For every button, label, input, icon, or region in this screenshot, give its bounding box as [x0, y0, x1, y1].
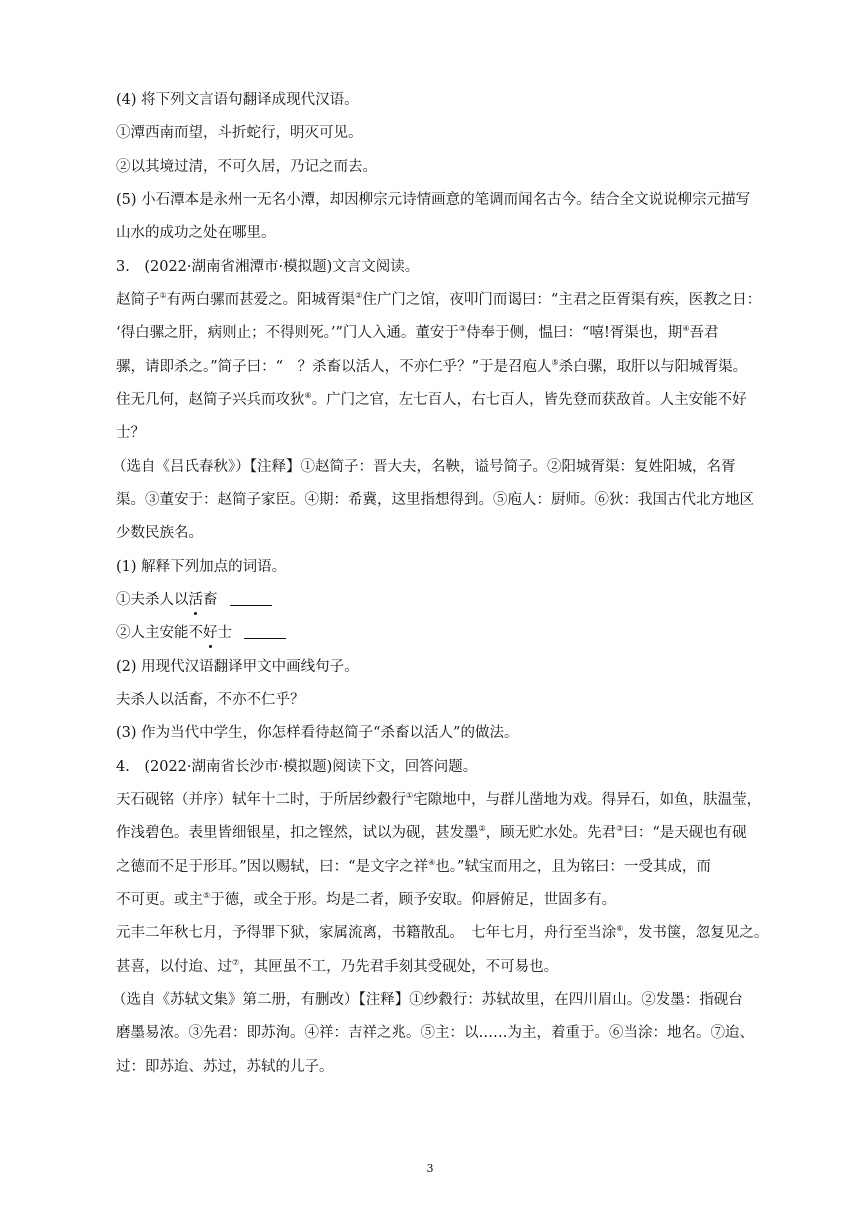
footnote-mark: ③ [616, 824, 624, 833]
question-4-sentence-1: ①潭西南而望，斗折蛇行，明灭可见。 [116, 125, 363, 141]
section-4-passage-line-4 [116, 890, 616, 910]
section-4-heading: 4. (2022·湖南省长沙市·模拟题)阅读下文，回答问题。 [116, 759, 478, 775]
footnote-mark: ③ [458, 324, 467, 333]
section-3-passage-line-1 [116, 290, 761, 310]
footnote-mark: ⑥ [304, 391, 312, 400]
section-4-passage-line-3 [116, 857, 711, 877]
text: 骡，请即杀之。”简子曰：“ ？杀畜以活人，不亦仁乎？”于是召庖人 [116, 359, 552, 375]
question-5-line-1: (5) 小石潭本是永州一无名小潭，却因柳宗元诗情画意的笔调而闻名古今。结合全文说说柳宗元描写 [116, 192, 751, 208]
text: 作浅碧色。表里皆细银星，扣之铿然，试以为砚，甚发墨 [116, 825, 479, 841]
section-4-passage-line-6 [116, 957, 558, 977]
footnote-mark: ④ [428, 858, 436, 867]
section-3-passage-line-3 [116, 357, 747, 377]
section-3-question-1: (1) 解释下列加点的词语。 [116, 559, 287, 575]
footnote-mark: ⑦ [232, 958, 240, 967]
section-3-notes-line-3: 少数民族名。 [116, 525, 203, 541]
answer-blank[interactable] [230, 591, 272, 606]
answer-blank[interactable] [244, 624, 286, 639]
section-4-passage-line-1 [116, 790, 761, 810]
footnote-mark: ① [159, 291, 167, 300]
footnote-mark: ② [355, 291, 363, 300]
footnote-mark: ⑥ [616, 924, 624, 933]
section-3-notes-line-1: （选自《吕氏春秋》）【注释】①赵简子：晋大夫，名鞅，谥号简子。②阳城胥渠：复姓阳城，名胥 [112, 459, 736, 475]
text: 。广门之官，左七百人，右七百人，皆先登而获敌首。人主安能不好 [311, 392, 747, 408]
footnote-mark: ① [406, 791, 414, 800]
text: ，发书箧，忽复见之。 [623, 925, 769, 941]
text: 也。”轼宝而用之，且为铭曰：一受其成，而 [435, 859, 711, 875]
text: 甚喜，以付迨、过 [116, 959, 232, 975]
text: 赵简子 [116, 292, 160, 308]
section-4-notes-line-1: （选自《苏轼文集》第二册，有删改）【注释】①纱縠行：苏轼故里，在四川眉山。②发墨：指砚台 [112, 992, 743, 1008]
text: 畜 [203, 592, 218, 608]
section-4-passage-line-2 [116, 823, 747, 843]
section-3-heading: 3. (2022·湖南省湘潭市·模拟题)文言文阅读。 [116, 259, 420, 275]
section-3-passage-line-2 [116, 323, 718, 343]
section-3-question-3: (3) 作为当代中学生，你怎样看待赵简子“杀畜以活人”的做法。 [116, 725, 519, 741]
section-3-notes-line-2: 渠。③董安于：赵简子家臣。④期：希冀，这里指想得到。⑤庖人：厨师。⑥狄：我国古代北方地区 [116, 492, 754, 508]
text: 士 [217, 625, 232, 641]
section-4-notes-line-3: 过：即苏迨、苏过，苏轼的儿子。 [116, 1059, 334, 1075]
section-4-notes-line-2: 磨墨易浓。③先君：即苏洵。④祥：吉祥之兆。⑤主：以……为主，着重于。⑥当涂：地名。⑦迨、 [116, 1025, 754, 1041]
section-3-question-2-sentence: 夫杀人以活畜，不亦不仁乎？ [116, 692, 305, 708]
text: 之德而不足于形耳。”因以赐轼，曰：“是文字之祥 [116, 859, 429, 875]
emphasis-word: 活 [188, 592, 203, 608]
text: 天石砚铭（并序）轼年十二时，于所居纱縠行 [116, 792, 406, 808]
text: 住无几何，赵简子兴兵而攻狄 [116, 392, 305, 408]
footnote-mark: ④ [682, 324, 690, 333]
emphasis-word: 好 [203, 625, 218, 641]
section-4-passage-line-5 [116, 923, 768, 943]
text: ①夫杀人以 [116, 592, 189, 608]
question-4-prompt: (4) 将下列文言语句翻译成现代汉语。 [116, 92, 359, 108]
text: 住广门之馆，夜叩门而谒曰：“主君之臣胥渠有疾，医教之日： [362, 292, 762, 308]
text: ，顾无贮水处。先君 [485, 825, 617, 841]
section-3-question-1-item-a [116, 590, 272, 610]
text: ，其匣虽不工，乃先君手刻其受砚处，不可易也。 [239, 959, 559, 975]
section-3-question-1-item-b [116, 623, 286, 643]
text: 宅隙地中，与群儿凿地为戏。得异石，如鱼，肤温莹， [413, 792, 762, 808]
section-3-question-2: (2) 用现代汉语翻译甲文中画线句子。 [116, 659, 359, 675]
text: 有两白骡而甚爱之。阳城胥渠 [166, 292, 356, 308]
page-number: 3 [426, 1162, 434, 1175]
footnote-mark: ⑤ [551, 358, 559, 367]
text: 曰：“是天砚也有砚 [623, 825, 747, 841]
text: 不可更。或主 [116, 892, 203, 908]
text: ②人主安能不 [116, 625, 203, 641]
text: ‘得白骡之肝，病则止；不得则死。’”门人入通。董安于 [116, 325, 459, 341]
section-3-passage-line-5: 士？ [116, 425, 145, 441]
text: 元丰二年秋七月，予得罪下狱，家属流离，书籍散乱。 七年七月，舟行至当涂 [116, 925, 617, 941]
text: 侍奉于侧，愠曰：“嘻!胥渠也，期 [466, 325, 683, 341]
footnote-mark: ② [478, 824, 486, 833]
question-4-sentence-2: ②以其境过清，不可久居，乃记之而去。 [116, 159, 377, 175]
text: 吾君 [689, 325, 719, 341]
section-3-passage-line-4 [116, 390, 747, 410]
text: 于德，或全于形。均是二者，顾予安取。仰唇俯足，世固多有。 [210, 892, 617, 908]
question-5-line-2: 山水的成功之处在哪里。 [116, 225, 276, 241]
text: 杀白骡，取肝以与阳城胥渠。 [558, 359, 748, 375]
footnote-mark: ⑤ [203, 891, 211, 900]
